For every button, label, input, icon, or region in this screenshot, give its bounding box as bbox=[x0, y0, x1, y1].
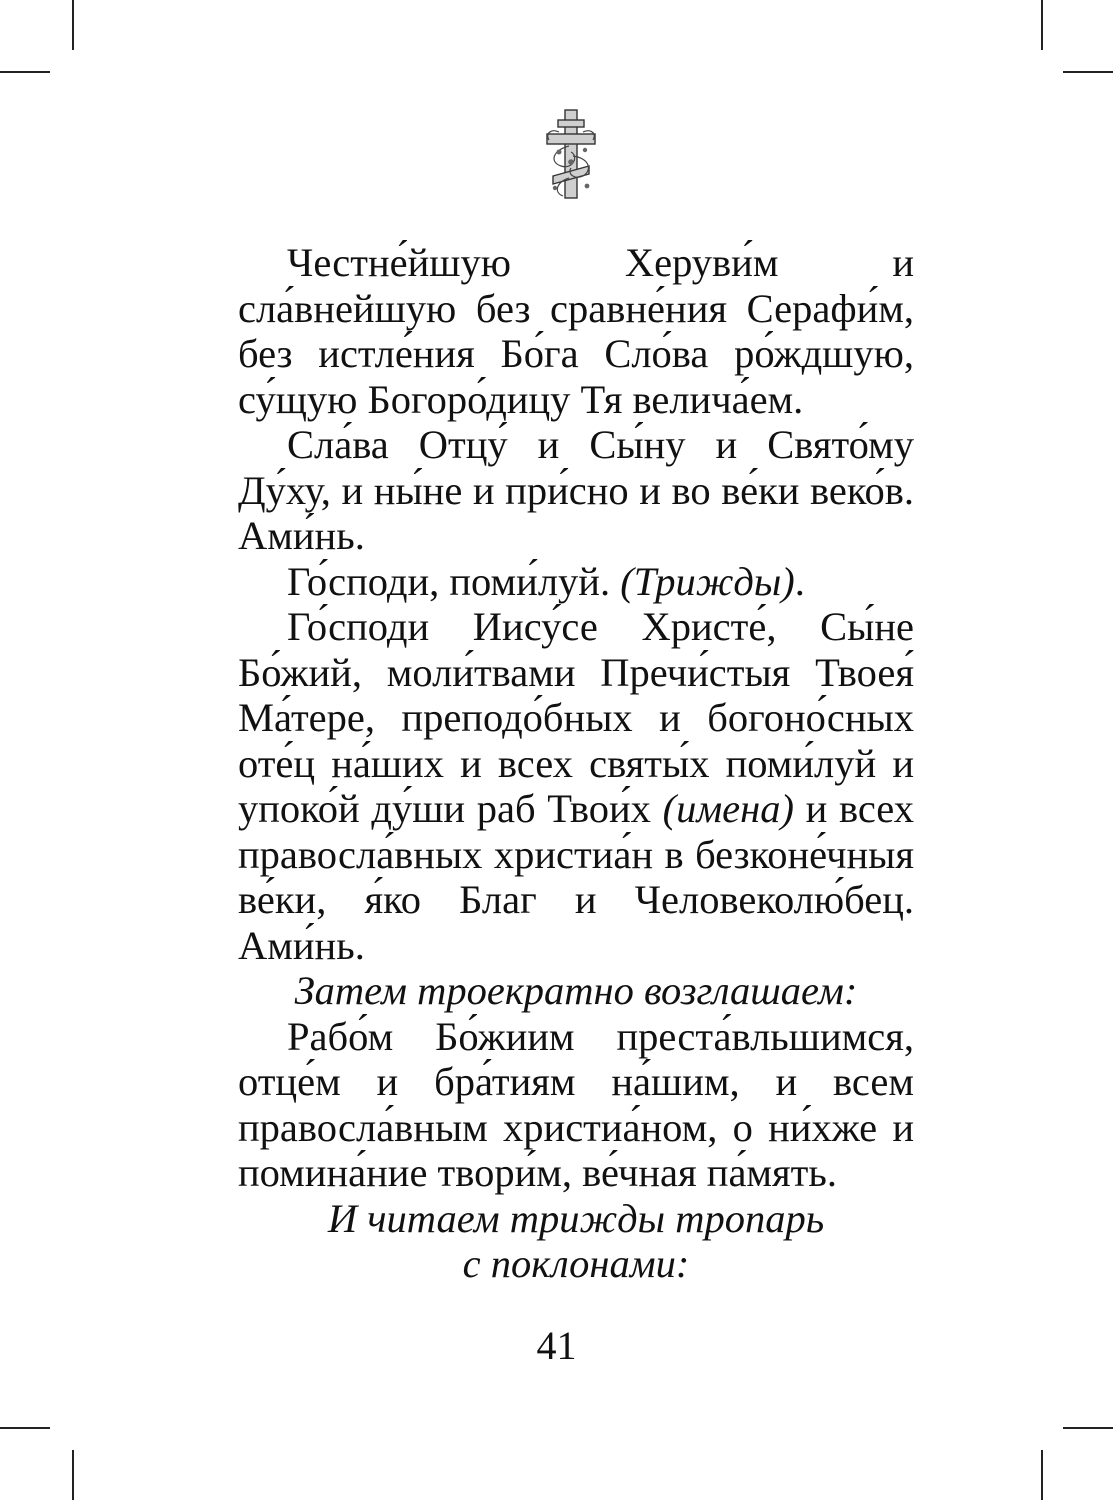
paragraph-litany-prayer bbox=[238, 604, 914, 968]
crop-mark-bottom-right-horizontal bbox=[1063, 1427, 1113, 1429]
paragraph-kyrie bbox=[238, 559, 914, 605]
rubric-proclaim-thrice: Затем троекратно возглашаем: bbox=[294, 968, 858, 1013]
rubric-troparion bbox=[238, 1196, 914, 1287]
paragraph-litany-text: Го́споди Иису́се Христе́, Сы́не Бо́жий, моли́твами Пречи́стыя Твоея́ Ма́тере, преподо́бных и богоно́сных оте́ц на́ших и всех святы́х поми́луй и упоко́й ду́ши раб Твои́х bbox=[238, 604, 914, 831]
page-number: 41 bbox=[536, 1323, 577, 1368]
paragraph-litany-after: и всех правосла́вных христиа́н в безконе́чныя ве́ки, я́ко Благ и Человеколю́бец. Ами́нь. bbox=[238, 786, 914, 968]
rubric-troparion-line-2: с поклонами: bbox=[462, 1241, 690, 1286]
paragraph-litany-rubric: (имена) bbox=[662, 786, 794, 831]
paragraph-kyrie-rubric: (Трижды) bbox=[620, 558, 795, 604]
rubric-troparion-line-1: И читаем трижды тропарь bbox=[327, 1195, 825, 1241]
paragraph-kyrie-after: . bbox=[794, 558, 805, 604]
crop-mark-bottom-left-vertical bbox=[72, 1450, 74, 1500]
crop-mark-top-right-horizontal bbox=[1063, 71, 1113, 73]
paragraph-kyrie-text: Го́споди, поми́луй. bbox=[287, 558, 621, 604]
orthodox-cross-icon bbox=[539, 106, 603, 202]
crop-mark-bottom-right-vertical bbox=[1041, 1450, 1043, 1500]
crop-mark-bottom-left-horizontal bbox=[0, 1427, 50, 1429]
prayer-text bbox=[238, 240, 914, 1287]
paragraph-megalynarion: Честне́йшую Херуви́м и сла́внейшую без сравне́ния Серафи́м, без истле́ния Бо́га Сло́ва ро́ждшую, су́щую Богоро́дицу Тя велича́ем. bbox=[238, 240, 914, 422]
paragraph-eternal-memory: Рабо́м Бо́жиим преста́вльшимся, отце́м и бра́тиям на́шим, и всем правосла́вным христиа́ном, о ни́хже и помина́ние твори́м, ве́чная па́мять. bbox=[238, 1013, 914, 1195]
crop-mark-top-right-vertical bbox=[1041, 0, 1043, 50]
crop-mark-top-left-vertical bbox=[72, 0, 74, 50]
paragraph-doxology: Сла́ва Отцу́ и Сы́ну и Свято́му Ду́ху, и ны́не и при́сно и во ве́ки веко́в. Ами́нь. bbox=[238, 422, 914, 558]
crop-mark-top-left-horizontal bbox=[0, 71, 50, 73]
